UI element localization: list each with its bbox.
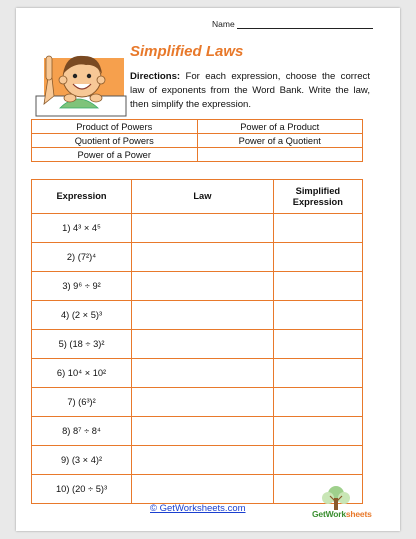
word-bank-item: Product of Powers <box>32 120 198 134</box>
word-bank-item: Power of a Quotient <box>197 134 363 148</box>
word-bank-item <box>197 148 363 162</box>
law-answer-cell[interactable] <box>132 475 274 504</box>
law-answer-cell[interactable] <box>132 446 274 475</box>
table-row <box>32 330 363 359</box>
word-bank-item: Power of a Product <box>197 120 363 134</box>
law-answer-cell[interactable] <box>132 359 274 388</box>
worksheet-title: Simplified Laws <box>130 43 244 60</box>
getworksheets-link[interactable]: © GetWorksheets.com <box>150 503 246 514</box>
logo-wordmark <box>312 509 372 519</box>
simplified-answer-cell[interactable] <box>273 301 362 330</box>
expression-cell: 3) 9⁶ ÷ 9² <box>32 272 132 301</box>
table-row <box>32 243 363 272</box>
word-bank-item: Power of a Power <box>32 148 198 162</box>
expression-cell: 1) 4³ × 4⁵ <box>32 214 132 243</box>
table-row <box>32 272 363 301</box>
simplified-answer-cell[interactable] <box>273 417 362 446</box>
simplified-answer-cell[interactable] <box>273 243 362 272</box>
table-row <box>32 446 363 475</box>
expression-cell: 2) (7²)⁴ <box>32 243 132 272</box>
table-header-row <box>32 180 363 214</box>
word-bank-item: Quotient of Powers <box>32 134 198 148</box>
directions-label: Directions: <box>130 71 181 82</box>
table-row <box>32 388 363 417</box>
table-row <box>32 359 363 388</box>
logo-text-part2: sheets <box>345 509 372 519</box>
simplified-answer-cell[interactable] <box>273 272 362 301</box>
logo-text-part1: GetWork <box>312 509 346 519</box>
law-answer-cell[interactable] <box>132 388 274 417</box>
directions-text <box>130 70 370 112</box>
exercise-table <box>31 179 363 504</box>
law-answer-cell[interactable] <box>132 243 274 272</box>
simplified-answer-cell[interactable] <box>273 446 362 475</box>
law-answer-cell[interactable] <box>132 417 274 446</box>
expression-cell: 9) (3 × 4)² <box>32 446 132 475</box>
expression-cell: 8) 8⁷ ÷ 8⁴ <box>32 417 132 446</box>
header-law: Law <box>132 180 274 214</box>
directions-body: For each expression, choose the correct law of exponents from the Word Bank. Write the law, then simplify the expression. <box>130 71 370 110</box>
word-bank-row <box>32 148 363 162</box>
simplified-answer-cell[interactable] <box>273 330 362 359</box>
table-row <box>32 214 363 243</box>
expression-cell: 4) (2 × 5)³ <box>32 301 132 330</box>
law-answer-cell[interactable] <box>132 301 274 330</box>
expression-cell: 6) 10⁴ × 10² <box>32 359 132 388</box>
law-answer-cell[interactable] <box>132 214 274 243</box>
simplified-answer-cell[interactable] <box>273 359 362 388</box>
expression-cell: 5) (18 ÷ 3)² <box>32 330 132 359</box>
expression-cell: 7) (6³)² <box>32 388 132 417</box>
name-field[interactable] <box>212 19 373 29</box>
boy-pointing-icon <box>30 38 128 118</box>
header-expression: Expression <box>32 180 132 214</box>
table-row <box>32 417 363 446</box>
name-label: Name <box>212 19 235 29</box>
table-row <box>32 301 363 330</box>
simplified-answer-cell[interactable] <box>273 214 362 243</box>
simplified-answer-cell[interactable] <box>273 388 362 417</box>
expression-cell: 10) (20 ÷ 5)³ <box>32 475 132 504</box>
word-bank <box>31 119 363 162</box>
law-answer-cell[interactable] <box>132 330 274 359</box>
law-answer-cell[interactable] <box>132 272 274 301</box>
word-bank-row <box>32 134 363 148</box>
word-bank-row <box>32 120 363 134</box>
header-simplified: Simplified Expression <box>273 180 362 214</box>
name-blank-line[interactable] <box>237 20 373 29</box>
